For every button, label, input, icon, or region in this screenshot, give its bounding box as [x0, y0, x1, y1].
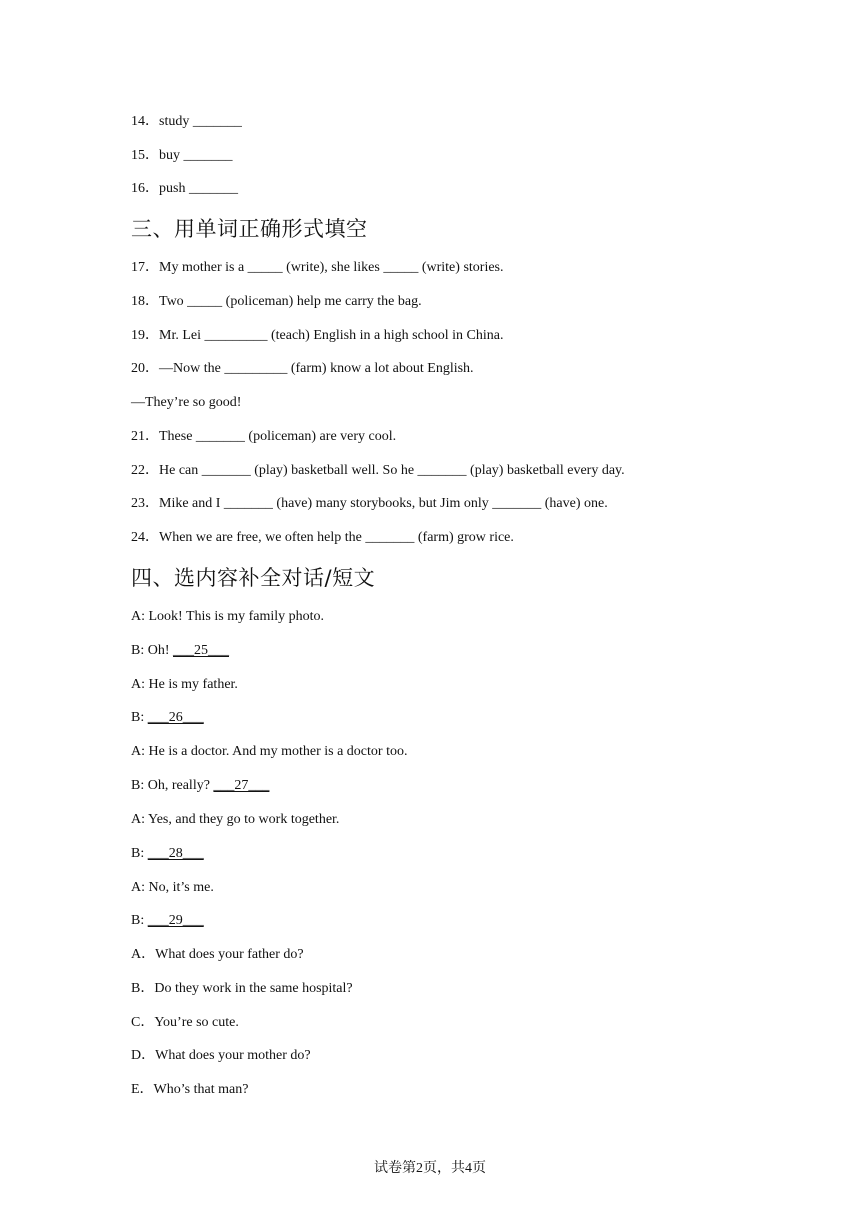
question-15: 15．buy _______	[131, 148, 233, 163]
dialogue-line	[131, 676, 238, 694]
question-21: 21．These _______ (policeman) are very cool.	[131, 429, 397, 444]
option-b: B．Do they work in the same hospital?	[131, 981, 353, 996]
question-24: 24．When we are free, we often help the _______ (farm) grow rice.	[131, 530, 514, 545]
question-22: 22．He can _______ (play) basketball well. So he _______ (play) basketball every day.	[131, 463, 625, 478]
dialogue-line	[131, 912, 204, 930]
question-14: 14．study _______	[131, 114, 242, 129]
answer-blank-25: ___25___	[173, 643, 229, 658]
option-e: E．Who’s that man?	[131, 1082, 249, 1097]
dialogue-text: A: No, it’s me.	[131, 880, 214, 895]
question-20: 20．—Now the _________ (farm) know a lot about English.	[131, 361, 474, 376]
dialogue-line	[131, 777, 269, 795]
answer-blank-26: ___26___	[147, 710, 204, 725]
option-d: D．What does your mother do?	[131, 1048, 311, 1063]
dialogue-line	[131, 642, 229, 660]
page-footer: 试卷第2页，共4页	[374, 1161, 486, 1176]
dialogue-line	[131, 879, 214, 897]
answer-blank-28: ___28___	[147, 846, 204, 861]
option-a: A．What does your father do?	[131, 947, 304, 962]
question-20-reply: —They’re so good!	[131, 395, 242, 410]
option-c: C．You’re so cute.	[131, 1015, 239, 1030]
dialogue-text: B: Oh, really?	[131, 778, 214, 793]
dialogue-text: B: Oh!	[131, 643, 173, 658]
dialogue-text: B:	[131, 710, 148, 725]
section-3-heading: 三、用单词正确形式填空	[131, 217, 368, 241]
dialogue-line	[131, 811, 339, 829]
dialogue-line	[131, 608, 324, 626]
dialogue-text: B:	[131, 913, 148, 928]
answer-blank-27: ___27___	[213, 778, 270, 793]
question-17: 17．My mother is a _____ (write), she likes _____ (write) stories.	[131, 260, 504, 275]
dialogue-line	[131, 709, 204, 727]
question-16: 16．push _______	[131, 181, 238, 196]
dialogue-text: B:	[131, 846, 148, 861]
dialogue-line	[131, 845, 204, 863]
answer-blank-29: ___29___	[147, 913, 204, 928]
dialogue-line	[131, 743, 407, 761]
dialogue-text: A: He is a doctor. And my mother is a doctor too.	[131, 744, 408, 759]
dialogue-text: A: Look! This is my family photo.	[131, 609, 325, 624]
dialogue-text: A: He is my father.	[131, 677, 238, 692]
section-4-heading: 四、选内容补全对话/短文	[131, 566, 376, 590]
question-23: 23．Mike and I _______ (have) many storybooks, but Jim only _______ (have) one.	[131, 496, 608, 511]
question-19: 19．Mr. Lei _________ (teach) English in a high school in China.	[131, 328, 504, 343]
dialogue-text: A: Yes, and they go to work together.	[131, 812, 340, 827]
question-18: 18．Two _____ (policeman) help me carry the bag.	[131, 294, 422, 309]
